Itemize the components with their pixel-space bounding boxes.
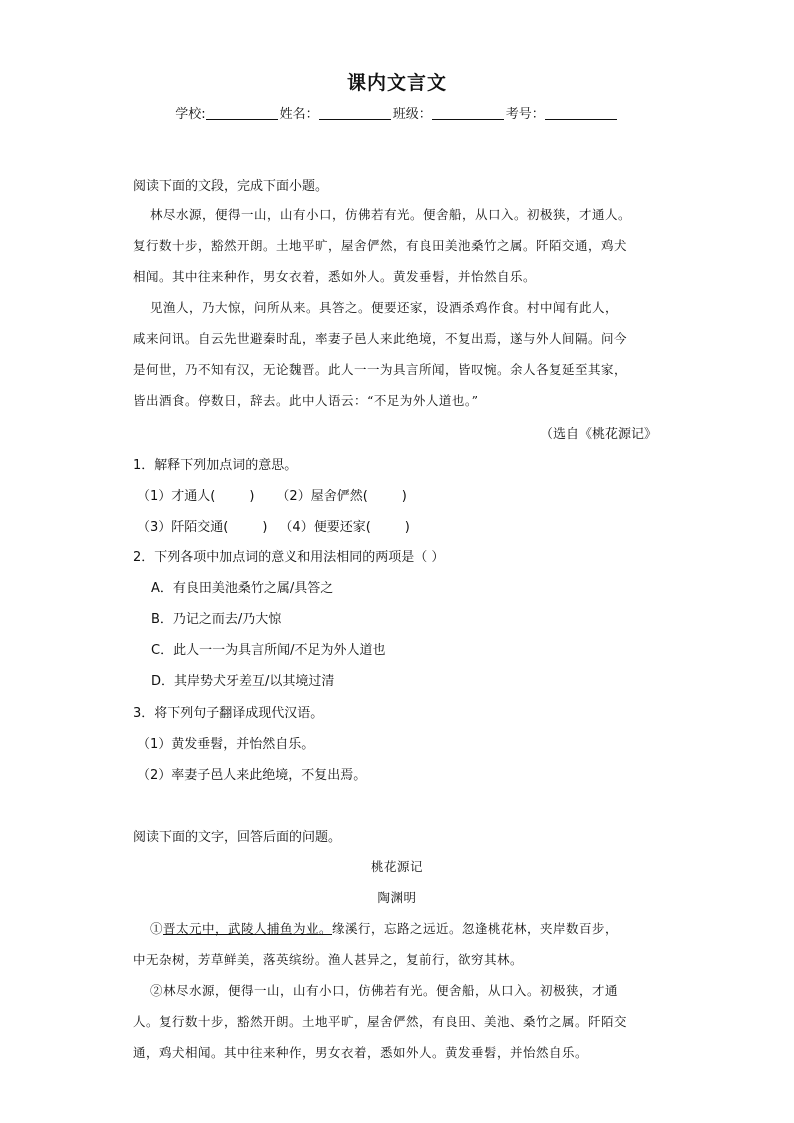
question-1-stem: 1．解释下列加点词的意思。 [133,458,298,473]
passage-title: 桃花源记 [370,859,423,874]
passage-line: 皆出酒食。停数日，辞去。此中人语云：“不足为外人道也。” [133,393,479,408]
question-2-option-a[interactable]: A．有良田美池桑竹之属/具答之 [151,581,334,596]
passage-line: 咸来问讯。自云先世避秦时乱，率妻子邑人来此绝境，不复出焉，遂与外人间隔。问今 [133,331,628,346]
underlined-sentence: 晋太元中，武陵人捕鱼为业。 [163,921,333,936]
q1-paren-close: ) [401,489,407,504]
q1-paren-close: ) [249,489,255,504]
question-2-stem: 2．下列各项中加点词的意义和用法相同的两项是（ ） [133,550,445,565]
question-3-stem: 3．将下列句子翻译成现代汉语。 [133,706,324,721]
student-info-line [0,103,794,122]
q1-item-1: （1）才通人( [137,489,216,504]
q1-paren-close: ) [262,520,268,535]
question-2-option-d[interactable]: D．其岸势犬牙差互/以其境过清 [151,674,335,689]
question-2-option-c[interactable]: C．此人一一为具言所闻/不足为外人道也 [151,643,386,658]
passage2-line: 中无杂树，芳草鲜美，落英缤纷。渔人甚异之，复前行，欲穷其林。 [133,952,524,967]
q1-item-4: （4）便要还家( [279,520,371,535]
question-3-item-1: （1）黄发垂髫，并怡然自乐。 [137,737,315,752]
class-label: 班级： [392,107,432,122]
passage2-line: ②林尽水源，便得一山，山有小口，仿佛若有光。便舍船，从口入。初极狭，才通 [150,983,619,998]
passage-line: 复行数十步，豁然开朗。土地平旷，屋舍俨然，有良田美池桑竹之属。阡陌交通，鸡犬 [133,238,628,253]
passage-line: 林尽水源，便得一山，山有小口，仿佛若有光。便舍船，从口入。初极狭，才通人。 [150,207,632,222]
question-1-row-2 [137,516,410,535]
question-3-item-2: （2）率妻子邑人来此绝境，不复出焉。 [137,768,367,783]
question-2-option-b[interactable]: B．乃记之而去/乃大惊 [151,612,282,627]
name-label: 姓名： [279,107,319,122]
page-title: 课内文言文 [346,72,447,94]
q1-item-3: （3）阡陌交通( [137,520,229,535]
passage2-line: 人。复行数十步，豁然开朗。土地平旷，屋舍俨然，有良田、美池、桑竹之属。阡陌交 [133,1014,628,1029]
passage-author: 陶渊明 [377,890,417,905]
school-label: 学校: [175,107,206,122]
q1-item-2: （2）屋舍俨然( [276,489,368,504]
passage2-line [150,919,618,937]
name-blank[interactable] [319,106,391,120]
passage-line: 相闻。其中往来种作，男女衣着，悉如外人。黄发垂髫，并怡然自乐。 [133,269,537,284]
exam-number-blank[interactable] [545,106,617,120]
passage2-line: 通，鸡犬相闻。其中往来种作，男女衣着，悉如外人。黄发垂髫，并怡然自乐。 [133,1045,589,1060]
passage-line: 见渔人，乃大惊，问所从来。具答之。便要还家，设酒杀鸡作食。村中闻有此人， [150,300,619,315]
passage-source: （选自《桃花源记》 [539,427,657,442]
section2-instruction: 阅读下面的文字，回答后面的问题。 [133,830,342,845]
paragraph-marker: ① [150,921,164,936]
question-1-row-1 [137,485,407,504]
school-blank[interactable] [206,106,278,120]
passage2-text: 缘溪行，忘路之远近。忽逢桃花林，夹岸数百步， [332,921,619,936]
passage-line: 是何世，乃不知有汉，无论魏晋。此人一一为具言所闻，皆叹惋。余人各复延至其家， [133,362,628,377]
q1-paren-close: ) [404,520,410,535]
class-blank[interactable] [432,106,504,120]
section1-instruction: 阅读下面的文段，完成下面小题。 [133,179,329,194]
exam-number-label: 考号： [505,107,545,122]
